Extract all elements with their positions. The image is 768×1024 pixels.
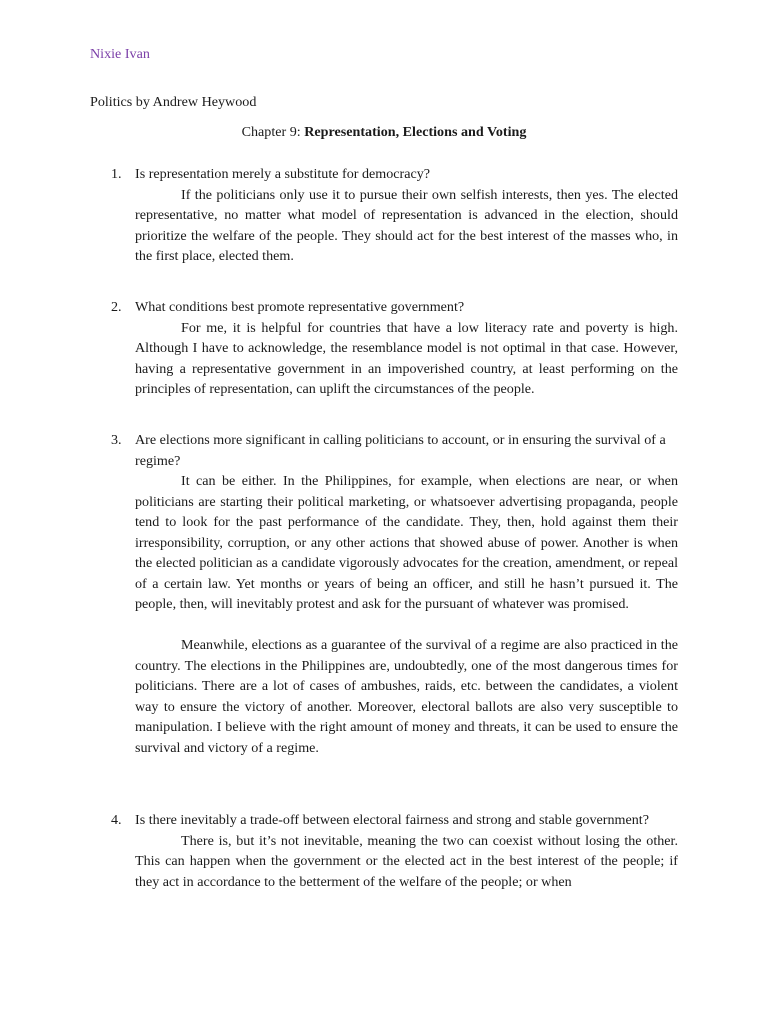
chapter-heading — [90, 123, 678, 141]
question-number: 1. — [111, 166, 122, 182]
answer-paragraph: Meanwhile, elections as a guarantee of the survival of a regime are also practiced in the country. The elections in the Philippines are, undoubtedly, one of the most dangerous times for politicians. There are a lot of cases of ambushes, raids, etc. between the candidates, a violent way to ensure the victory of another. Moreover, electoral ballots are also very susceptible to manipulation. I believe with the right amount of money and threats, it can be used to ensure the survival and victory of a regime. — [135, 637, 678, 756]
answer-paragraph: There is, but it’s not inevitable, meaning the two can coexist without losing the other. This can happen when the government or the elected act in the best interest of the people; if they act in accordance to the betterment of the welfare of the people; or when — [135, 832, 678, 890]
question-item-4 — [90, 810, 678, 892]
question-number: 4. — [111, 812, 122, 828]
answer-paragraph: If the politicians only use it to pursue their own selfish interests, then yes. The elected representative, no matter what model of representation is advanced in the election, should prioritize the welfare of the people. They should act for the best interest of the masses who, in the first place, elected them. — [135, 186, 678, 264]
question-item-1 — [90, 164, 678, 267]
author-name: Nixie Ivan — [90, 46, 150, 62]
question-text: What conditions best promote representative government? — [135, 299, 465, 315]
question-number: 2. — [111, 299, 122, 315]
question-text: Is there inevitably a trade-off between electoral fairness and strong and stable government? — [135, 812, 649, 828]
chapter-prefix: Chapter 9: — [241, 124, 305, 140]
question-number: 3. — [111, 432, 122, 448]
question-item-2 — [90, 297, 678, 400]
book-title: Politics by Andrew Heywood — [90, 94, 257, 110]
answer-paragraph: For me, it is helpful for countries that have a low literacy rate and poverty is high. Although I have to acknowledge, the resemblance model is not optimal in that case. However, having a representative government in an impoverished country, at least performing on the principles of representation, can uplift the circumstances of the people. — [135, 319, 678, 397]
question-item-3 — [90, 430, 678, 758]
question-text: Are elections more significant in calling politicians to account, or in ensuring the survival of a regime? — [135, 432, 666, 469]
chapter-title: Representation, Elections and Voting — [304, 124, 527, 140]
question-text: Is representation merely a substitute for democracy? — [135, 166, 431, 182]
answer-paragraph: It can be either. In the Philippines, for example, when elections are near, or when politicians are starting their political marketing, or whatsoever advertising propaganda, people tend to look for the past performance of the candidate. They, then, hold against them their irresponsibility, corruption, or any other actions that showed abuse of power. Another is when the elected politician as a candidate vigorously advocates for the creation, amendment, or repeal of a certain law. Yet months or years of being an officer, and still he hasn’t pursued it. The people, then, will inevitably protest and ask for the pursuant of whatever was promised. — [135, 473, 678, 612]
